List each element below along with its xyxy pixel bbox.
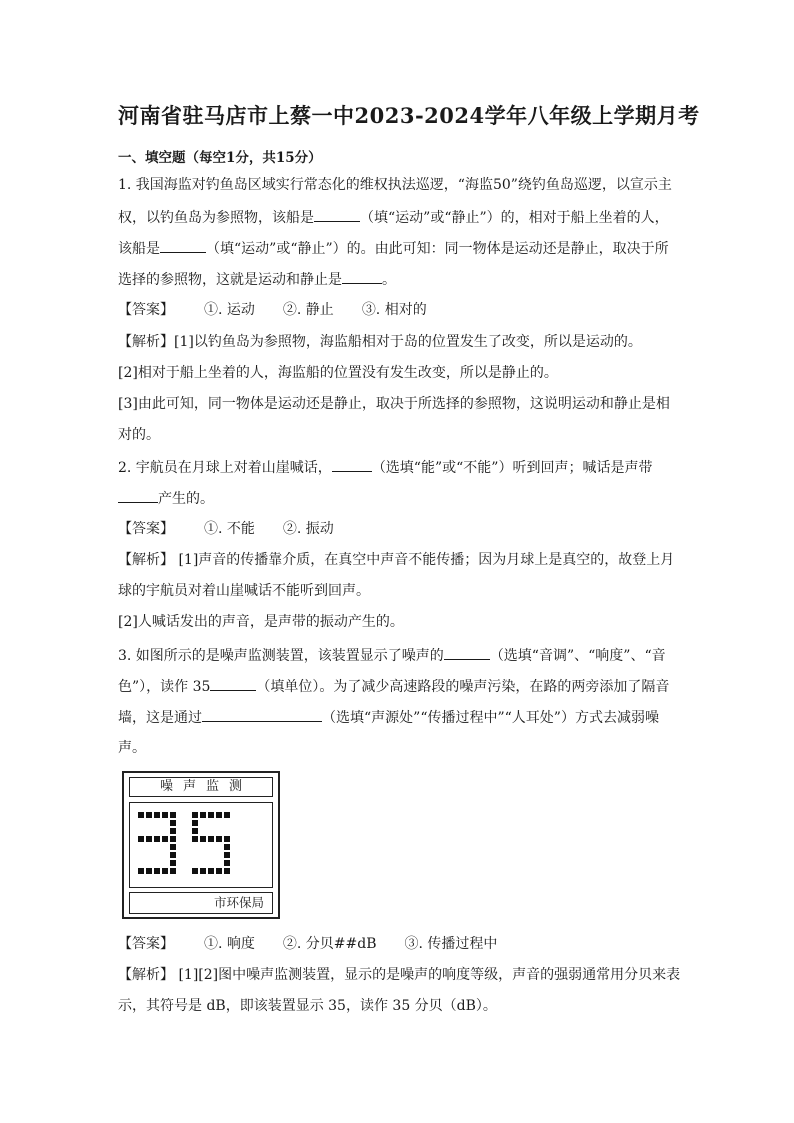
q3-text: （选填“音调”、“响度”、“音 [489,648,666,664]
q1-text: 。 [382,272,396,288]
q2-line [118,457,652,478]
q3-line [118,645,666,666]
q1-text: （填“运动”或“静止”）的。由此可知：同一物体是运动还是静止，取决于所 [206,241,669,257]
q3-analysis: 【解析】 [1][2]图中噪声监测装置，显示的是噪声的响度等级，声音的强弱通常用分贝来表 [118,967,681,983]
q1-text: （填“运动”或“静止”）的，相对于船上坐着的人， [360,210,669,226]
device-display [129,802,273,888]
document-title: 河南省驻马店市上蔡一中2023-2024学年八年级上学期月考 [118,103,700,128]
q3-analysis: 示，其符号是 dB，即该装置显示 35，读作 35 分贝（dB）。 [118,998,497,1014]
answer-option: ①. 响度 [204,936,255,952]
digit-dot [224,812,230,818]
digit-dot [170,820,176,826]
noise-monitor-figure [122,771,280,919]
digit-dot [138,812,144,818]
q2-text: （选填“能”或“不能”）听到回声；喊话是声带 [371,460,653,476]
q1-line [118,207,669,228]
digit-dot [224,852,230,858]
answer-blank [202,707,322,722]
digit-dot [200,836,206,842]
digit-dot [170,836,176,842]
device-title: 噪声监测 [129,777,273,797]
q3-text: （填单位）。为了减少高速路段的噪声污染，在路的两旁添加了隔音 [256,679,670,695]
q2-text: 2. 宇航员在月球上对着山崖喊话， [118,460,332,476]
digit-dot [224,868,230,874]
q1-line [118,175,672,195]
digit-dot [224,844,230,850]
digit-dot [208,812,214,818]
answer-option: ②. 振动 [282,521,334,537]
answer-blank [118,488,158,503]
digit-dot [170,844,176,850]
q3-line: 声。 [118,740,146,756]
digit-dot [208,868,214,874]
q3-text: 墙，这是通过 [118,710,202,726]
answer-option: ②. 分贝##dB [282,936,377,952]
q1-analysis: [2]相对于船上坐着的人，海监船的位置没有发生改变，所以是静止的。 [118,365,558,381]
q1-line [118,238,669,259]
digit-dot [216,812,222,818]
q3-text: 色”），读作 35 [118,679,211,695]
answer-blank [342,269,382,284]
digit-dot [162,836,168,842]
digit-dot [146,836,152,842]
device-footer: 市环保局 [129,892,273,914]
digit-dot [162,812,168,818]
digit-dot [224,836,230,842]
q1-text: 权，以钓鱼岛为参照物，该船是 [118,210,314,226]
answer-option: ①. 不能 [204,521,255,537]
answer-option: ①. 运动 [204,302,255,318]
answer-label: 【答案】 [118,521,174,537]
digit-dot [200,812,206,818]
section-heading: 一、填空题（每空1分，共15分） [118,150,322,166]
digit-dot [200,868,206,874]
digit-dot [192,828,198,834]
answer-blank [332,457,372,472]
q3-line [118,676,669,697]
q2-answer [118,519,362,539]
q1-analysis: 【解析】[1]以钓鱼岛为参照物，海监船相对于岛的位置发生了改变，所以是运动的。 [118,334,642,350]
q2-analysis: 【解析】 [1]声音的传播靠介质，在真空中声音不能传播；因为月球上是真空的，故登上月 [118,552,675,568]
q3-text: （选填“声源处”“传播过程中”“人耳处”）方式去减弱噪 [322,710,659,726]
digit-dot [170,868,176,874]
digit-dot [216,868,222,874]
q1-line [118,269,396,290]
digit-dot [192,868,198,874]
digit-dot [138,868,144,874]
answer-blank [160,238,206,253]
answer-blank [210,676,256,691]
digit-dot [170,852,176,858]
q1-text: 1. 我国海监对钓鱼岛区域实行常态化的维权执法巡逻，“海监50”绕钓鱼岛巡逻，以宣示主 [118,177,672,193]
answer-label: 【答案】 [118,936,174,952]
answer-blank [444,645,490,660]
q2-analysis: 球的宇航员对着山崖喊话不能听到回声。 [118,583,370,599]
answer-blank [314,207,360,222]
q3-answer [118,934,525,954]
digit-dot [170,828,176,834]
digit-dot [146,868,152,874]
q1-answer [118,300,455,320]
q1-text: 选择的参照物，这就是运动和静止是 [118,272,342,288]
q2-line [118,488,214,509]
digit-dot [170,812,176,818]
digit-dot [208,836,214,842]
digit-dot [192,836,198,842]
digit-dot [224,860,230,866]
digit-dot [170,860,176,866]
q1-text: 该船是 [118,241,160,257]
q2-analysis: [2]人喊话发出的声音，是声带的振动产生的。 [118,614,404,630]
answer-option: ③. 传播过程中 [404,936,498,952]
q3-line [118,707,659,728]
q3-text: 3. 如图所示的是噪声监测装置，该装置显示了噪声的 [118,648,444,664]
q1-analysis: 对的。 [118,427,160,443]
digit-dot [192,812,198,818]
answer-option: ②. 静止 [282,302,334,318]
digit-dot [154,868,160,874]
digit-dot [154,812,160,818]
answer-option: ③. 相对的 [361,302,427,318]
answer-label: 【答案】 [118,302,174,318]
digit-dot [216,836,222,842]
digit-dot [192,820,198,826]
digit-dot [146,812,152,818]
q1-analysis: [3]由此可知，同一物体是运动还是静止，取决于所选择的参照物，这说明运动和静止是相 [118,396,670,412]
q2-text: 产生的。 [158,491,214,507]
digit-dot [154,836,160,842]
digit-dot [162,868,168,874]
digit-dot [138,836,144,842]
